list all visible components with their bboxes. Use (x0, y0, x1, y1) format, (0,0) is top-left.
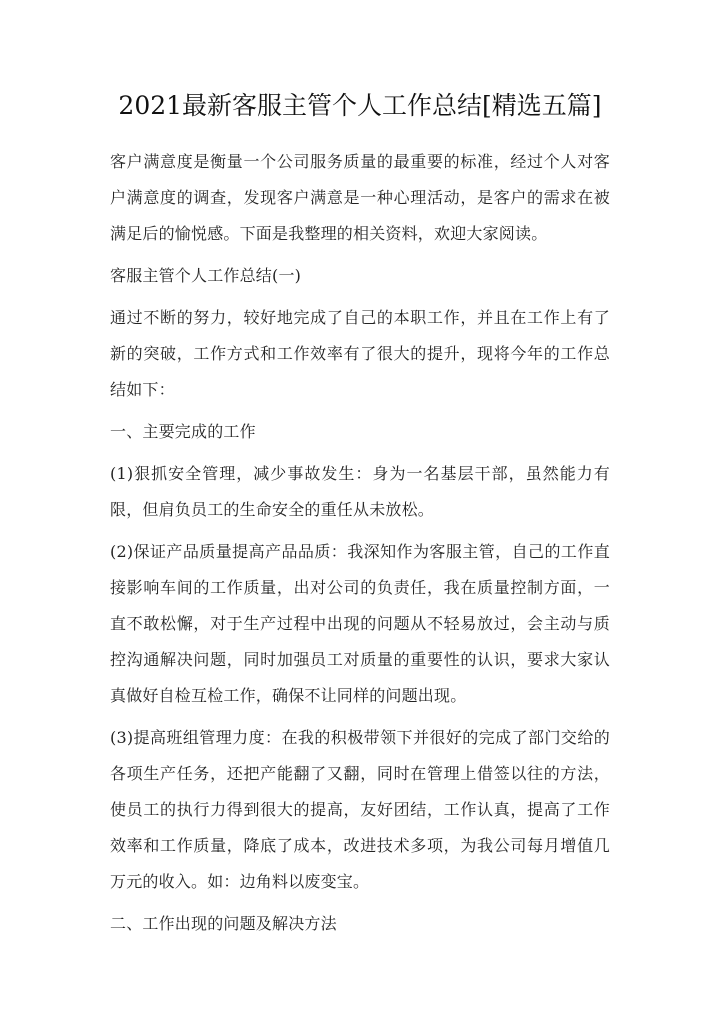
list-item-paragraph: (3)提高班组管理力度：在我的积极带领下并很好的完成了部门交给的各项生产任务，还把产能翻了又翻，同时在管理上借签以往的方法，使员工的执行力得到很大的提高，友好团结，工作认真，提高了工作效率和工作质量，降底了成本，改进技术多项，为我公司每月增值几万元的收入。如：边角料以废变宝。 (110, 728, 610, 891)
body-paragraph: 通过不断的努力，较好地完成了自己的本职工作，并且在工作上有了新的突破，工作方式和工作效率有了很大的提升，现将今年的工作总结如下： (110, 308, 610, 399)
subsection-heading: 二、工作出现的问题及解决方法 (110, 914, 337, 933)
list-item-paragraph: (1)狠抓安全管理，减少事故发生：身为一名基层干部，虽然能力有限，但肩负员工的生命安全的重任从未放松。 (110, 464, 610, 519)
intro-paragraph: 客户满意度是衡量一个公司服务质量的最重要的标准，经过个人对客户满意度的调查，发现客户满意是一种心理活动，是客户的需求在被满足后的愉悦感。下面是我整理的相关资料，欢迎大家阅读。 (110, 152, 610, 243)
document-title: 2021最新客服主管个人工作总结[精选五篇] (118, 91, 602, 120)
list-item-paragraph: (2)保证产品质量提高产品品质：我深知作为客服主管，自己的工作直接影响车间的工作质量，出对公司的负责任，我在质量控制方面，一直不敢松懈，对于生产过程中出现的问题从不轻易放过，会主动与质控沟通解决问题，同时加强员工对质量的重要性的认识，要求大家认真做好自检互检工作，确保不让同样的问题出现。 (110, 542, 610, 705)
subsection-heading: 一、主要完成的工作 (110, 422, 256, 441)
document-body (110, 144, 610, 948)
section-heading: 客服主管个人工作总结(一) (110, 266, 302, 285)
